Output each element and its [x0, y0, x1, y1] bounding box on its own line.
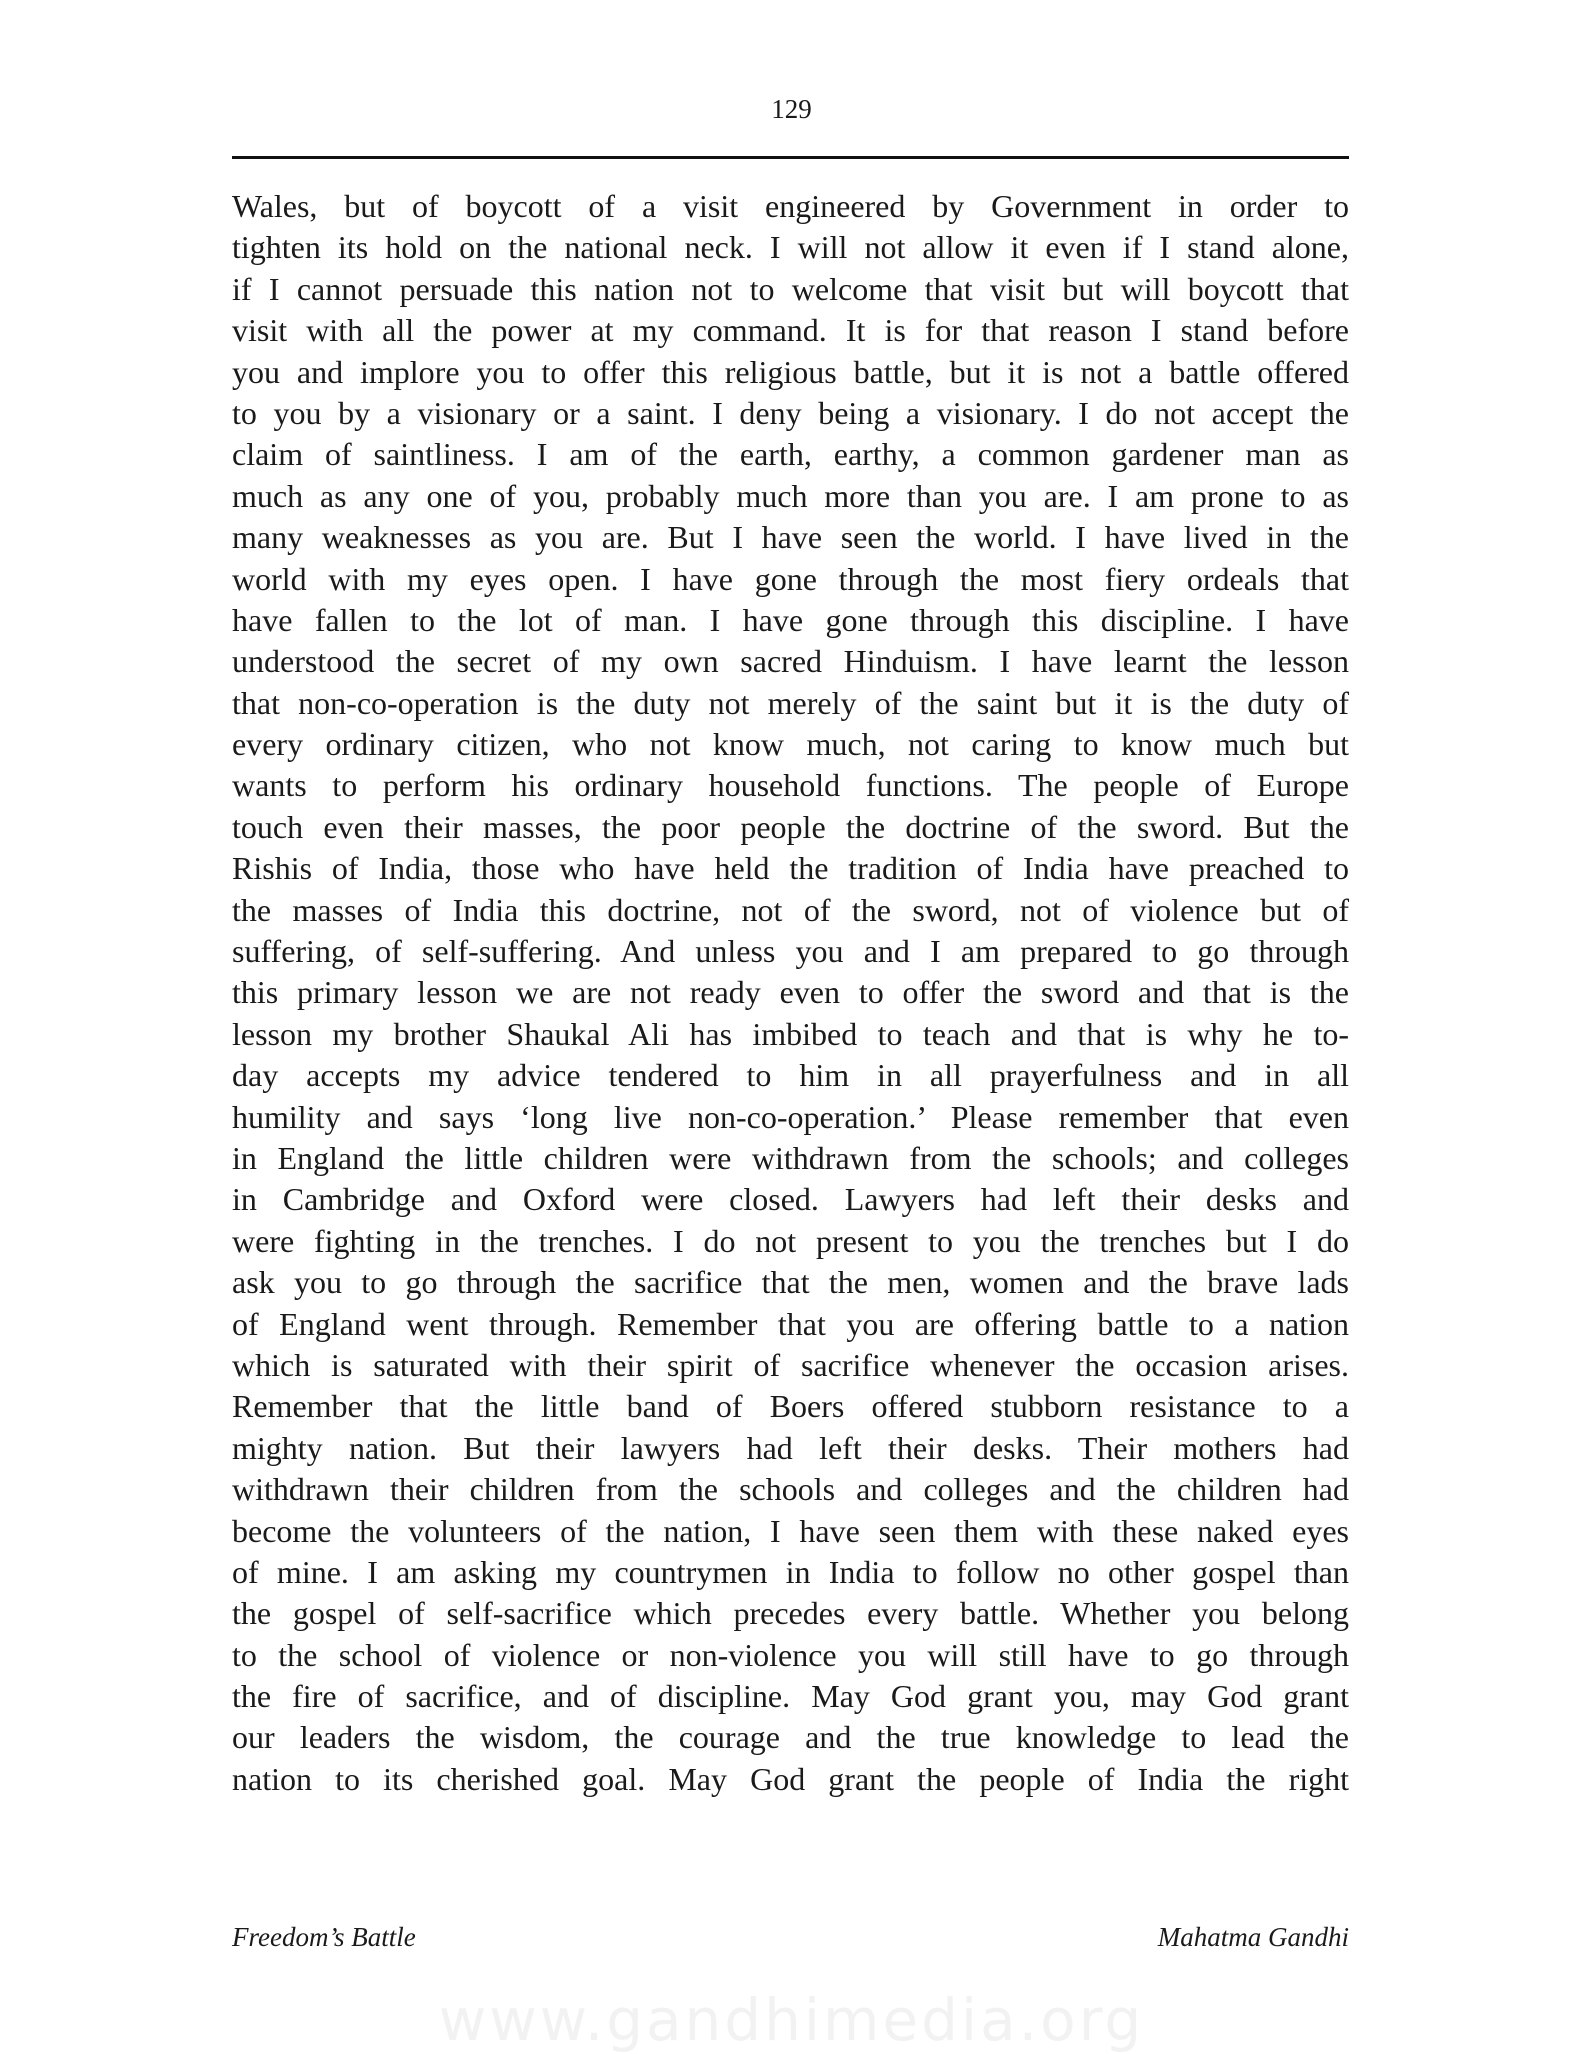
text-line: were fighting in the trenches. I do not present to you the trenches but I do	[232, 1222, 1349, 1259]
text-line: to the school of violence or non-violence you will still have to go through	[232, 1636, 1349, 1673]
text-line: much as any one of you, probably much more than you are. I am prone to as	[232, 477, 1349, 514]
text-line: every ordinary citizen, who not know much, not caring to know much but	[232, 726, 1349, 763]
text-line: touch even their masses, the poor people the doctrine of the sword. But the	[232, 808, 1349, 845]
text-line: understood the secret of my own sacred Hinduism. I have learnt the lesson	[232, 643, 1349, 680]
text-line: our leaders the wisdom, the courage and the true knowledge to lead the	[232, 1719, 1349, 1756]
text-line: if I cannot persuade this nation not to welcome that visit but will boycott that	[232, 270, 1349, 307]
page-number: 129	[771, 94, 812, 124]
text-line: many weaknesses as you are. But I have seen the world. I have lived in the	[232, 519, 1349, 556]
text-line: Remember that the little band of Boers offered stubborn resistance to a	[232, 1388, 1349, 1425]
text-line: you and implore you to offer this religious battle, but it is not a battle offered	[232, 353, 1349, 390]
text-line: lesson my brother Shaukal Ali has imbibed to teach and that is why he to-	[232, 1015, 1349, 1052]
text-line: claim of saintliness. I am of the earth, earthy, a common gardener man as	[232, 436, 1349, 473]
text-line: the fire of sacrifice, and of discipline. May God grant you, may God grant	[232, 1678, 1349, 1715]
text-line: day accepts my advice tendered to him in all prayerfulness and in all	[232, 1057, 1349, 1094]
text-line: the masses of India this doctrine, not of the sword, not of violence but of	[232, 891, 1349, 928]
text-line: tighten its hold on the national neck. I will not allow it even if I stand alone,	[232, 229, 1349, 266]
text-line: in England the little children were withdrawn from the schools; and colleges	[232, 1139, 1349, 1176]
text-line: of England went through. Remember that you are offering battle to a nation	[232, 1305, 1349, 1342]
text-line: visit with all the power at my command. It is for that reason I stand before	[232, 312, 1349, 349]
text-line: the gospel of self-sacrifice which precedes every battle. Whether you belong	[232, 1595, 1349, 1632]
text-line: which is saturated with their spirit of sacrifice whenever the occasion arises.	[232, 1346, 1349, 1383]
text-line: humility and says ‘long live non-co-operation.’ Please remember that even	[232, 1098, 1349, 1135]
text-line: that non-co-operation is the duty not merely of the saint but it is the duty of	[232, 684, 1349, 721]
text-line: ask you to go through the sacrifice that the men, women and the brave lads	[232, 1264, 1349, 1301]
text-line: become the volunteers of the nation, I have seen them with these naked eyes	[232, 1512, 1349, 1549]
text-line: suffering, of self-suffering. And unless you and I am prepared to go through	[232, 933, 1349, 970]
text-line: Rishis of India, those who have held the tradition of India have preached to	[232, 850, 1349, 887]
text-line: wants to perform his ordinary household functions. The people of Europe	[232, 767, 1349, 804]
text-line: have fallen to the lot of man. I have gone through this discipline. I have	[232, 601, 1349, 638]
text-line: this primary lesson we are not ready even to offer the sword and that is the	[232, 974, 1349, 1011]
footer-author: Mahatma Gandhi	[1157, 1922, 1349, 1952]
text-line: of mine. I am asking my countrymen in India to follow no other gospel than	[232, 1553, 1349, 1590]
text-line: mighty nation. But their lawyers had left their desks. Their mothers had	[232, 1429, 1349, 1466]
header-rule	[232, 156, 1349, 159]
text-line: withdrawn their children from the schools and colleges and the children had	[232, 1471, 1349, 1508]
body-text	[232, 186, 1349, 1800]
footer-book-title: Freedom’s Battle	[232, 1922, 416, 1952]
text-line: to you by a visionary or a saint. I deny being a visionary. I do not accept the	[232, 394, 1349, 431]
text-line: nation to its cherished goal. May God grant the people of India the right	[232, 1760, 1349, 1797]
watermark: www.gandhimedia.org	[438, 1986, 1145, 2054]
text-line: in Cambridge and Oxford were closed. Lawyers had left their desks and	[232, 1181, 1349, 1218]
text-line: world with my eyes open. I have gone through the most fiery ordeals that	[232, 560, 1349, 597]
text-line: Wales, but of boycott of a visit engineered by Government in order to	[232, 188, 1349, 224]
